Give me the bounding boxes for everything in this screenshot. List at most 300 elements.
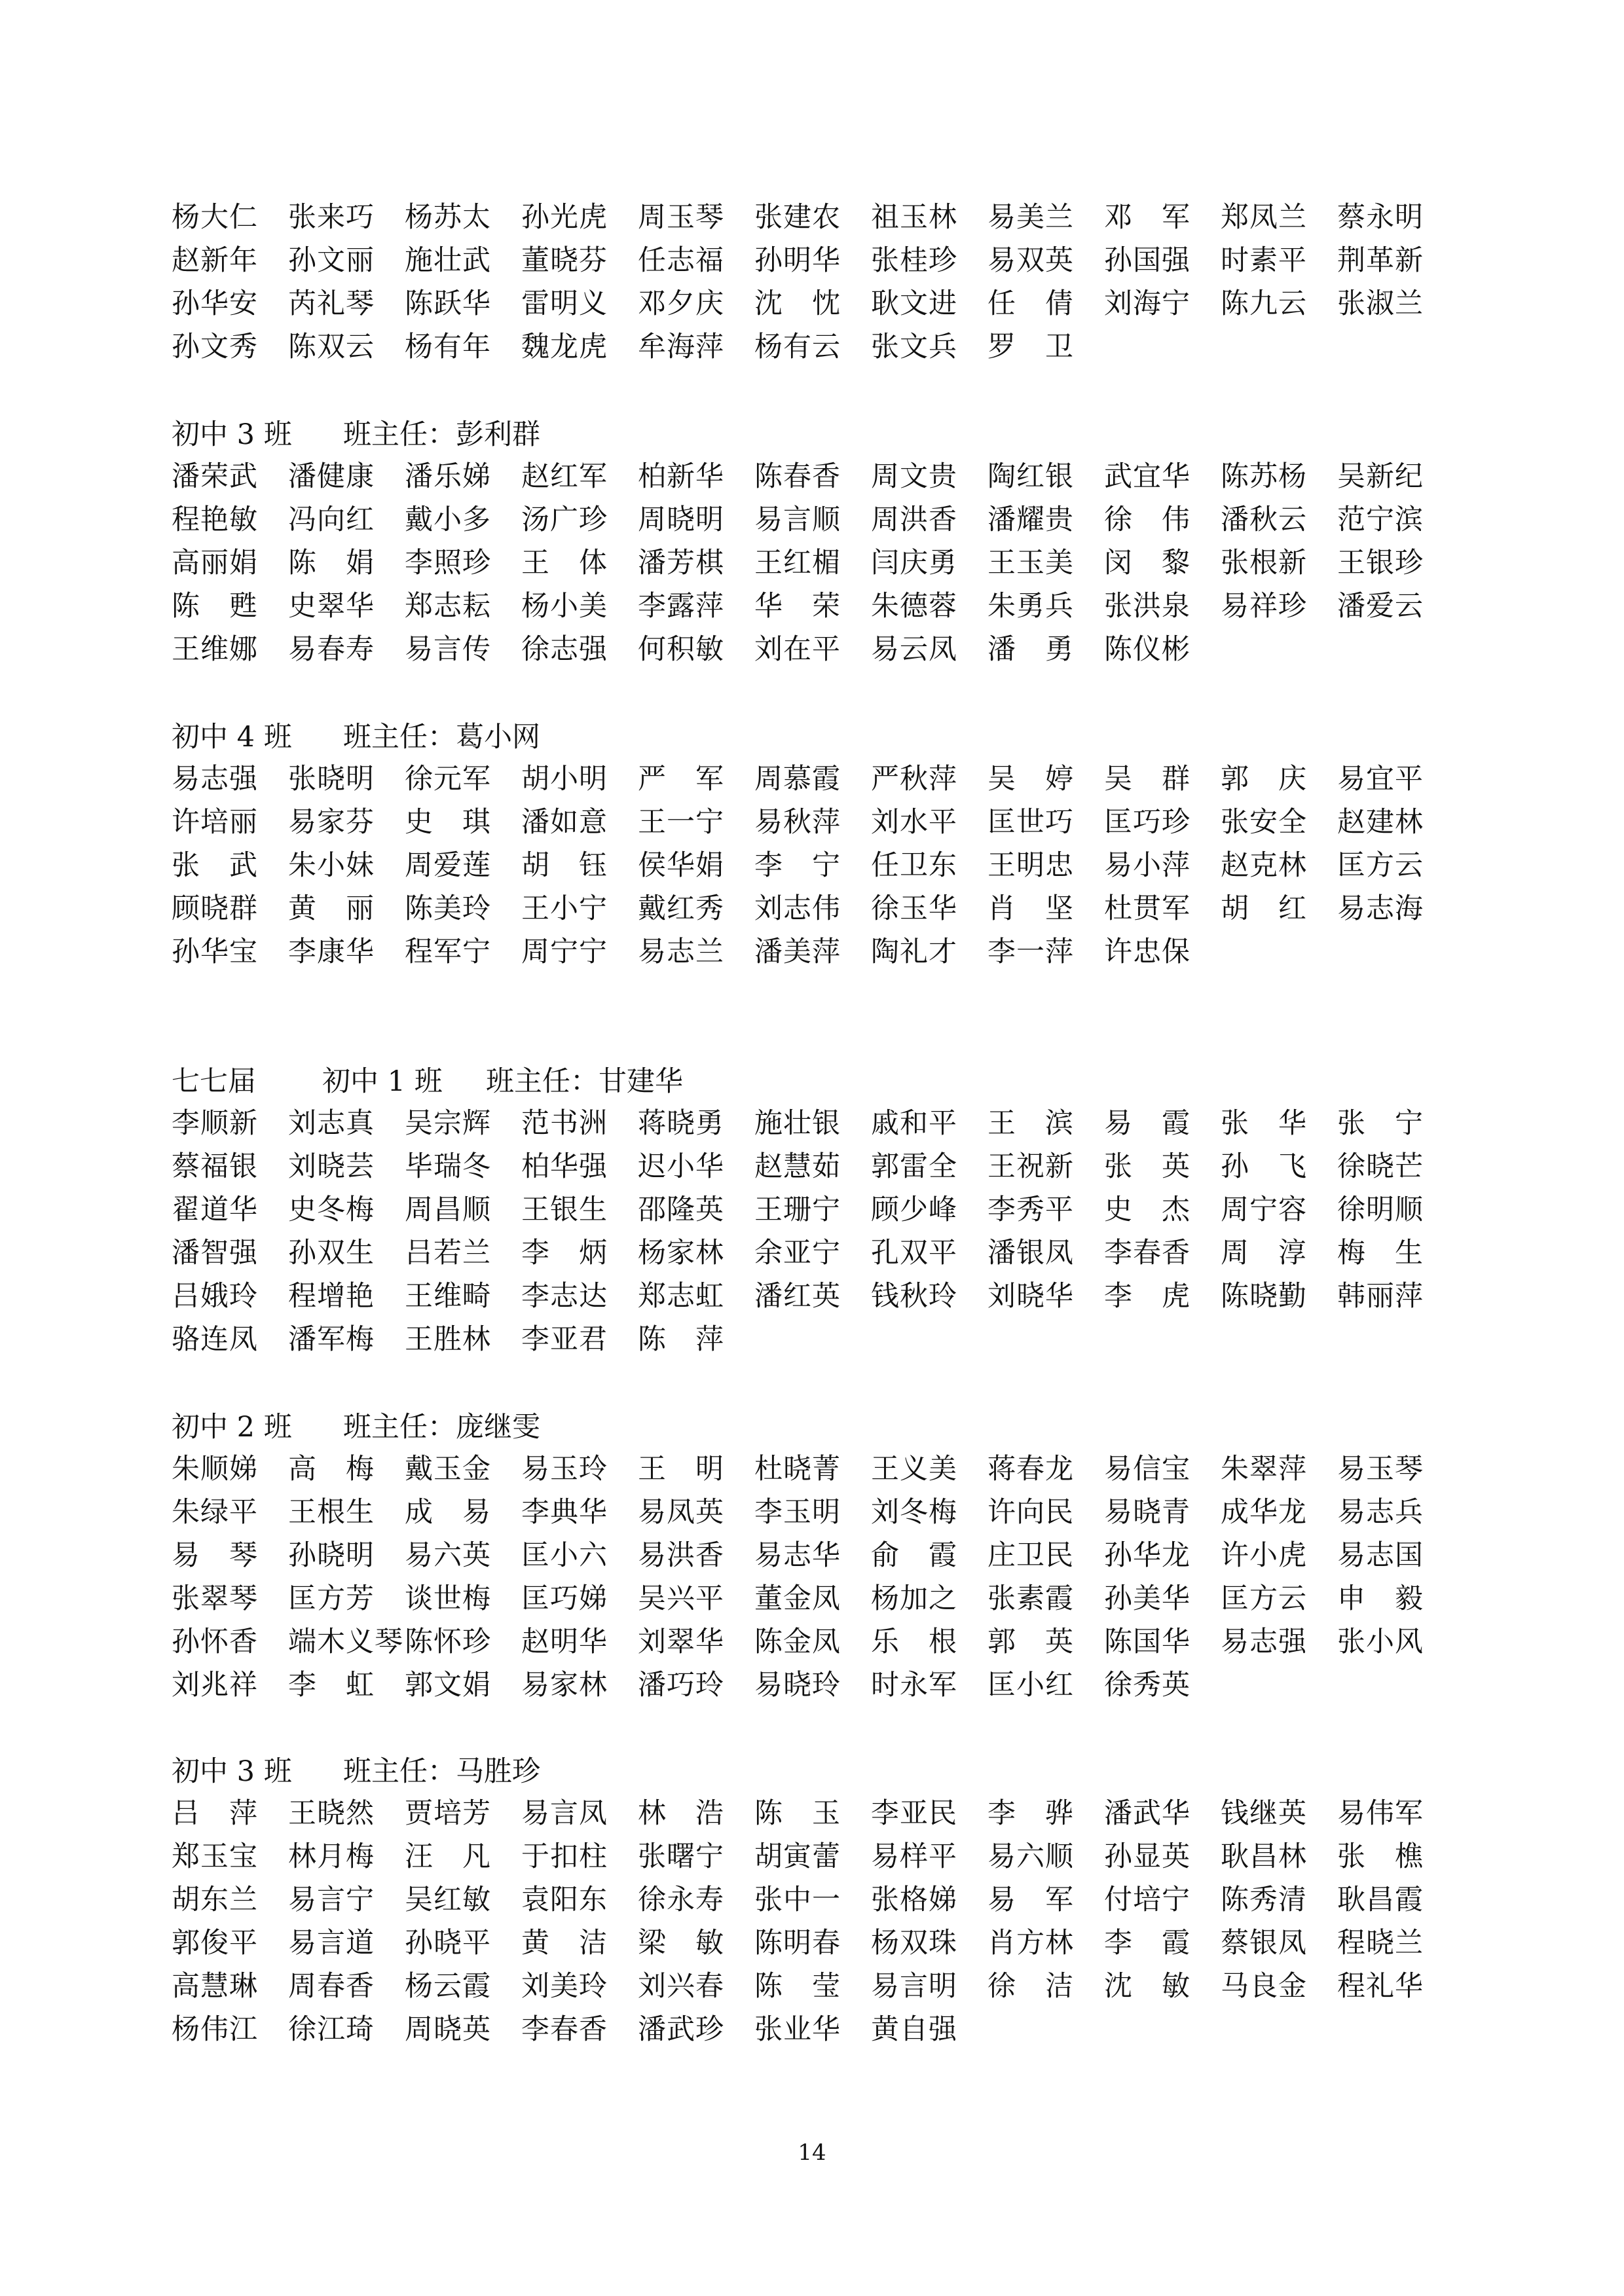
student-name: 庄卫民 — [987, 1539, 1074, 1572]
student-name: 陈晓勤 — [1221, 1280, 1307, 1313]
student-name: 马良金 — [1221, 1970, 1307, 2003]
student-name: 周宁容 — [1221, 1194, 1307, 1226]
student-name: 潘荣武 — [172, 460, 258, 493]
student-name: 戴红秀 — [638, 892, 724, 925]
name-row — [172, 326, 1481, 368]
student-name: 潘武珍 — [638, 2013, 724, 2046]
student-name: 刘在平 — [754, 633, 841, 666]
class-teacher: 班主任：彭利群 — [343, 418, 540, 451]
student-name: 易言顺 — [754, 503, 841, 536]
student-name: 许向民 — [987, 1496, 1074, 1529]
name-row — [172, 1621, 1481, 1663]
student-name: 潘美萍 — [754, 936, 841, 968]
student-name: 易六英 — [405, 1539, 491, 1572]
student-name: 徐秀英 — [1104, 1669, 1190, 1702]
student-name: 王 滨 — [987, 1107, 1074, 1140]
student-name: 高 梅 — [288, 1453, 375, 1485]
student-name: 黄自强 — [871, 2013, 957, 2046]
student-name: 刘美玲 — [521, 1970, 608, 2003]
student-name: 匡世巧 — [987, 806, 1074, 839]
student-name: 李 宁 — [754, 849, 841, 882]
student-name: 陈苏杨 — [1221, 460, 1307, 493]
student-name: 高丽娟 — [172, 547, 258, 579]
student-name: 肖方林 — [987, 1927, 1074, 1959]
student-name: 杜晓菁 — [754, 1453, 841, 1485]
student-name: 刘冬梅 — [871, 1496, 957, 1529]
student-name: 王晓然 — [288, 1797, 375, 1830]
student-name: 张素霞 — [987, 1582, 1074, 1615]
student-name: 付培宁 — [1104, 1884, 1190, 1916]
name-row — [172, 1146, 1481, 1188]
student-name: 华 荣 — [754, 590, 841, 623]
student-name: 周文贵 — [871, 460, 957, 493]
student-name: 柏华强 — [521, 1150, 608, 1183]
student-name: 冯向红 — [288, 503, 375, 536]
student-name: 赵明华 — [521, 1626, 608, 1658]
student-name: 钱继英 — [1221, 1797, 1307, 1830]
student-name: 李露萍 — [638, 590, 724, 623]
student-name: 许忠保 — [1104, 936, 1190, 968]
student-name: 董晓芬 — [521, 244, 608, 277]
student-name: 胡 红 — [1221, 892, 1307, 925]
student-name: 潘芳棋 — [638, 547, 724, 579]
student-name: 施壮银 — [754, 1107, 841, 1140]
student-name: 梁 敏 — [638, 1927, 724, 1959]
student-name: 易宜平 — [1337, 763, 1424, 795]
student-name: 史冬梅 — [288, 1194, 375, 1226]
student-name: 程礼华 — [1337, 1970, 1424, 2003]
name-row — [172, 1102, 1481, 1144]
student-name: 易双英 — [987, 244, 1074, 277]
student-name: 刘晓华 — [987, 1280, 1074, 1313]
student-name: 程增艳 — [288, 1280, 375, 1313]
student-name: 蒋春龙 — [987, 1453, 1074, 1485]
student-name: 张 樵 — [1337, 1840, 1424, 1873]
name-row — [172, 240, 1481, 282]
student-name: 武宜华 — [1104, 460, 1190, 493]
student-name: 刘志伟 — [754, 892, 841, 925]
student-name: 耿昌霞 — [1337, 1884, 1424, 1916]
student-name: 易凤英 — [638, 1496, 724, 1529]
student-name: 杨加之 — [871, 1582, 957, 1615]
student-name: 沈 敏 — [1104, 1970, 1190, 2003]
name-row — [172, 1965, 1481, 2007]
student-name: 吴红敏 — [405, 1884, 491, 1916]
student-name: 汪 凡 — [405, 1840, 491, 1873]
student-name: 孙光虎 — [521, 201, 608, 234]
student-name: 周慕霞 — [754, 763, 841, 795]
student-name: 骆连凤 — [172, 1323, 258, 1356]
student-name: 易志强 — [172, 763, 258, 795]
student-name: 孙 飞 — [1221, 1150, 1307, 1183]
student-name: 易小萍 — [1104, 849, 1190, 882]
student-name: 易志国 — [1337, 1539, 1424, 1572]
student-name: 易言明 — [871, 1970, 957, 2003]
student-name: 徐元军 — [405, 763, 491, 795]
student-name: 刘海宁 — [1104, 287, 1190, 320]
student-name: 李照珍 — [405, 547, 491, 579]
student-name: 潘爱云 — [1337, 590, 1424, 623]
student-name: 刘兆祥 — [172, 1669, 258, 1702]
student-name: 王维娜 — [172, 633, 258, 666]
student-name: 耿昌林 — [1221, 1840, 1307, 1873]
name-row — [172, 1664, 1481, 1706]
student-name: 李顺新 — [172, 1107, 258, 1140]
student-name: 耿文进 — [871, 287, 957, 320]
student-name: 杨家林 — [638, 1237, 724, 1269]
student-name: 程军宁 — [405, 936, 491, 968]
student-name: 李 虹 — [288, 1669, 375, 1702]
student-name: 魏龙虎 — [521, 331, 608, 363]
student-name: 吴 婷 — [987, 763, 1074, 795]
student-name: 董金凤 — [754, 1582, 841, 1615]
student-name: 吕 萍 — [172, 1797, 258, 1830]
class-name: 初中 3 班 — [172, 418, 292, 451]
student-name: 张小风 — [1337, 1626, 1424, 1658]
student-name: 乐 根 — [871, 1626, 957, 1658]
student-name: 郭雷全 — [871, 1150, 957, 1183]
student-name: 易言宁 — [288, 1884, 375, 1916]
student-name: 李志达 — [521, 1280, 608, 1313]
student-name: 陶红银 — [987, 460, 1074, 493]
name-row — [172, 1922, 1481, 1964]
name-row — [172, 1836, 1481, 1878]
student-name: 易信宝 — [1104, 1453, 1190, 1485]
student-name: 于扣柱 — [521, 1840, 608, 1873]
student-name: 匡方芳 — [288, 1582, 375, 1615]
student-name: 张 英 — [1104, 1150, 1190, 1183]
student-name: 孙华安 — [172, 287, 258, 320]
student-name: 易洪香 — [638, 1539, 724, 1572]
student-name: 王 明 — [638, 1453, 724, 1485]
name-row — [172, 1189, 1481, 1231]
student-name: 王明忠 — [987, 849, 1074, 882]
student-name: 毕瑞冬 — [405, 1150, 491, 1183]
student-name: 黄 洁 — [521, 1927, 608, 1959]
student-name: 郭 庆 — [1221, 763, 1307, 795]
student-name: 严秋萍 — [871, 763, 957, 795]
student-name: 赵建林 — [1337, 806, 1424, 839]
student-name: 范宁滨 — [1337, 503, 1424, 536]
student-name: 郑玉宝 — [172, 1840, 258, 1873]
student-name: 赵慧茹 — [754, 1150, 841, 1183]
student-name: 孙华龙 — [1104, 1539, 1190, 1572]
student-name: 孙显英 — [1104, 1840, 1190, 1873]
student-name: 周 淳 — [1221, 1237, 1307, 1269]
student-name: 周爱莲 — [405, 849, 491, 882]
student-name: 许培丽 — [172, 806, 258, 839]
student-name: 张 华 — [1221, 1107, 1307, 1140]
student-name: 俞 霞 — [871, 1539, 957, 1572]
student-name: 王红楣 — [754, 547, 841, 579]
student-name: 张根新 — [1221, 547, 1307, 579]
student-name: 李春香 — [521, 2013, 608, 2046]
name-row — [172, 801, 1481, 843]
student-name: 潘如意 — [521, 806, 608, 839]
student-name: 钱秋玲 — [871, 1280, 957, 1313]
name-row — [172, 1448, 1481, 1490]
student-name: 王珊宁 — [754, 1194, 841, 1226]
grade-label: 七七届 — [172, 1065, 256, 1098]
student-name: 任卫东 — [871, 849, 957, 882]
student-name: 贾培芳 — [405, 1797, 491, 1830]
student-name: 蔡永明 — [1337, 201, 1424, 234]
student-name: 柏新华 — [638, 460, 724, 493]
student-name: 时素平 — [1221, 244, 1307, 277]
student-name: 迟小华 — [638, 1150, 724, 1183]
student-name: 陈金凤 — [754, 1626, 841, 1658]
student-name: 周洪香 — [871, 503, 957, 536]
student-name: 徐明顺 — [1337, 1194, 1424, 1226]
student-name: 潘 勇 — [987, 633, 1074, 666]
student-name: 张翠琴 — [172, 1582, 258, 1615]
student-name: 王小宁 — [521, 892, 608, 925]
student-name: 匡小红 — [987, 1669, 1074, 1702]
student-name: 刘翠华 — [638, 1626, 724, 1658]
student-name: 陈仪彬 — [1104, 633, 1190, 666]
student-name: 陶礼才 — [871, 936, 957, 968]
student-name: 戚和平 — [871, 1107, 957, 1140]
class-name: 初中 3 班 — [172, 1755, 292, 1788]
student-name: 孙美华 — [1104, 1582, 1190, 1615]
student-name: 陈 娟 — [288, 547, 375, 579]
student-name: 张桂珍 — [871, 244, 957, 277]
student-name: 易伟军 — [1337, 1797, 1424, 1830]
student-name: 赵红军 — [521, 460, 608, 493]
student-name: 潘耀贵 — [987, 503, 1074, 536]
student-name: 袁阳东 — [521, 1884, 608, 1916]
class-name: 初中 1 班 — [322, 1065, 443, 1098]
name-row — [172, 1793, 1481, 1834]
student-name: 潘红英 — [754, 1280, 841, 1313]
student-name: 荆革新 — [1337, 244, 1424, 277]
student-name: 易样平 — [871, 1840, 957, 1873]
student-name: 刘兴春 — [638, 1970, 724, 2003]
name-row — [172, 845, 1481, 886]
student-name: 周晓明 — [638, 503, 724, 536]
student-name: 范书洲 — [521, 1107, 608, 1140]
student-name: 李 虎 — [1104, 1280, 1190, 1313]
student-name: 时永军 — [871, 1669, 957, 1702]
student-name: 朱小妹 — [288, 849, 375, 882]
student-name: 周宁宁 — [521, 936, 608, 968]
student-name: 李亚君 — [521, 1323, 608, 1356]
student-name: 李一萍 — [987, 936, 1074, 968]
student-name: 潘健康 — [288, 460, 375, 493]
student-name: 孙晓平 — [405, 1927, 491, 1959]
student-name: 林月梅 — [288, 1840, 375, 1873]
name-row — [172, 456, 1481, 498]
student-name: 匡方云 — [1337, 849, 1424, 882]
student-name: 王 体 — [521, 547, 608, 579]
student-name: 徐 伟 — [1104, 503, 1190, 536]
student-name: 吴兴平 — [638, 1582, 724, 1615]
student-name: 朱翠萍 — [1221, 1453, 1307, 1485]
student-name: 孙双生 — [288, 1237, 375, 1269]
student-name: 陈明春 — [754, 1927, 841, 1959]
student-name: 潘智强 — [172, 1237, 258, 1269]
student-name: 郑凤兰 — [1221, 201, 1307, 234]
student-name: 端木义琴 — [288, 1626, 403, 1658]
student-name: 周昌顺 — [405, 1194, 491, 1226]
student-name: 易晓青 — [1104, 1496, 1190, 1529]
student-name: 孙明华 — [754, 244, 841, 277]
student-name: 李 霞 — [1104, 1927, 1190, 1959]
student-name: 邓 军 — [1104, 201, 1190, 234]
name-row — [172, 542, 1481, 584]
student-name: 任 倩 — [987, 287, 1074, 320]
student-name: 易美兰 — [987, 201, 1074, 234]
student-name: 李典华 — [521, 1496, 608, 1529]
student-name: 陈秀清 — [1221, 1884, 1307, 1916]
student-name: 肖 坚 — [987, 892, 1074, 925]
class-teacher: 班主任：马胜珍 — [343, 1755, 540, 1788]
student-name: 黄 丽 — [288, 892, 375, 925]
student-name: 徐永寿 — [638, 1884, 724, 1916]
name-row — [172, 1232, 1481, 1274]
class-name: 初中 2 班 — [172, 1411, 292, 1444]
student-name: 易志兵 — [1337, 1496, 1424, 1529]
student-name: 孙文秀 — [172, 331, 258, 363]
student-name: 戴玉金 — [405, 1453, 491, 1485]
student-name: 蒋晓勇 — [638, 1107, 724, 1140]
student-name: 李 骅 — [987, 1797, 1074, 1830]
student-name: 张淑兰 — [1337, 287, 1424, 320]
name-row — [172, 1879, 1481, 1921]
student-name: 谈世梅 — [405, 1582, 491, 1615]
student-name: 匡巧娣 — [521, 1582, 608, 1615]
student-name: 刘晓芸 — [288, 1150, 375, 1183]
student-name: 陈九云 — [1221, 287, 1307, 320]
student-name: 张来巧 — [288, 201, 375, 234]
student-name: 易 军 — [987, 1884, 1074, 1916]
student-name: 杨苏太 — [405, 201, 491, 234]
student-name: 张 武 — [172, 849, 258, 882]
student-name: 杨云霞 — [405, 1970, 491, 2003]
student-name: 牟海萍 — [638, 331, 724, 363]
class-teacher: 班主任：葛小网 — [343, 721, 540, 754]
student-name: 吴新纪 — [1337, 460, 1424, 493]
student-name: 严 军 — [638, 763, 724, 795]
student-name: 朱顺娣 — [172, 1453, 258, 1485]
student-name: 陈跃华 — [405, 287, 491, 320]
name-row — [172, 1535, 1481, 1576]
student-name: 潘银凤 — [987, 1237, 1074, 1269]
student-name: 易玉玲 — [521, 1453, 608, 1485]
student-name: 易云凤 — [871, 633, 957, 666]
student-name: 孙怀香 — [172, 1626, 258, 1658]
student-name: 史 杰 — [1104, 1194, 1190, 1226]
student-name: 朱勇兵 — [987, 590, 1074, 623]
student-name: 易志强 — [1221, 1626, 1307, 1658]
student-name: 潘军梅 — [288, 1323, 375, 1356]
student-name: 吴 群 — [1104, 763, 1190, 795]
student-name: 李亚民 — [871, 1797, 957, 1830]
student-name: 张晓明 — [288, 763, 375, 795]
student-name: 朱绿平 — [172, 1496, 258, 1529]
student-name: 刘志真 — [288, 1107, 375, 1140]
student-name: 王胜林 — [405, 1323, 491, 1356]
student-name: 易志华 — [754, 1539, 841, 1572]
student-name: 徐江琦 — [288, 2013, 375, 2046]
student-name: 张文兵 — [871, 331, 957, 363]
name-row — [172, 1491, 1481, 1533]
student-name: 孙晓明 — [288, 1539, 375, 1572]
student-name: 李春香 — [1104, 1237, 1190, 1269]
name-row — [172, 585, 1481, 627]
student-name: 胡东兰 — [172, 1884, 258, 1916]
student-name: 申 毅 — [1337, 1582, 1424, 1615]
student-name: 杨大仁 — [172, 201, 258, 234]
student-name: 李康华 — [288, 936, 375, 968]
name-row — [172, 629, 1481, 670]
student-name: 赵克林 — [1221, 849, 1307, 882]
student-name: 易志海 — [1337, 892, 1424, 925]
student-name: 易志兰 — [638, 936, 724, 968]
student-name: 李 炳 — [521, 1237, 608, 1269]
student-name: 郑志虹 — [638, 1280, 724, 1313]
student-name: 陈美玲 — [405, 892, 491, 925]
student-name: 陈 莹 — [754, 1970, 841, 2003]
student-name: 张曙宁 — [638, 1840, 724, 1873]
student-name: 祖玉林 — [871, 201, 957, 234]
student-name: 高慧琳 — [172, 1970, 258, 2003]
student-name: 王一宁 — [638, 806, 724, 839]
student-name: 邵隆英 — [638, 1194, 724, 1226]
student-name: 王银珍 — [1337, 547, 1424, 579]
student-name: 王义美 — [871, 1453, 957, 1485]
student-name: 成 易 — [405, 1496, 491, 1529]
student-name: 潘巧玲 — [638, 1669, 724, 1702]
student-name: 侯华娟 — [638, 849, 724, 882]
student-name: 罗 卫 — [987, 331, 1074, 363]
name-row — [172, 2009, 1481, 2050]
student-name: 易 霞 — [1104, 1107, 1190, 1140]
student-name: 戴小多 — [405, 503, 491, 536]
student-name: 赵新年 — [172, 244, 258, 277]
student-name: 闵 黎 — [1104, 547, 1190, 579]
student-name: 徐晓芒 — [1337, 1150, 1424, 1183]
student-name: 陈双云 — [288, 331, 375, 363]
student-name: 芮礼琴 — [288, 287, 375, 320]
student-name: 杨双珠 — [871, 1927, 957, 1959]
student-name: 陈怀珍 — [405, 1626, 491, 1658]
student-name: 胡小明 — [521, 763, 608, 795]
student-name: 李玉明 — [754, 1496, 841, 1529]
student-name: 陈春香 — [754, 460, 841, 493]
student-name: 匡巧珍 — [1104, 806, 1190, 839]
student-name: 陈 萍 — [638, 1323, 724, 1356]
student-name: 胡寅蕾 — [754, 1840, 841, 1873]
name-row — [172, 931, 1481, 973]
student-name: 匡小六 — [521, 1539, 608, 1572]
page-number: 14 — [798, 2140, 826, 2166]
student-name: 张中一 — [754, 1884, 841, 1916]
student-name: 任志福 — [638, 244, 724, 277]
student-name: 汤广珍 — [521, 503, 608, 536]
name-row — [172, 283, 1481, 325]
name-row — [172, 1578, 1481, 1620]
student-name: 史翠华 — [288, 590, 375, 623]
name-row — [172, 1319, 1481, 1360]
student-name: 易家林 — [521, 1669, 608, 1702]
student-name: 王银生 — [521, 1194, 608, 1226]
student-name: 匡方云 — [1221, 1582, 1307, 1615]
student-name: 孔双平 — [871, 1237, 957, 1269]
student-name: 陈 玉 — [754, 1797, 841, 1830]
student-name: 何积敏 — [638, 633, 724, 666]
student-name: 易玉琴 — [1337, 1453, 1424, 1485]
